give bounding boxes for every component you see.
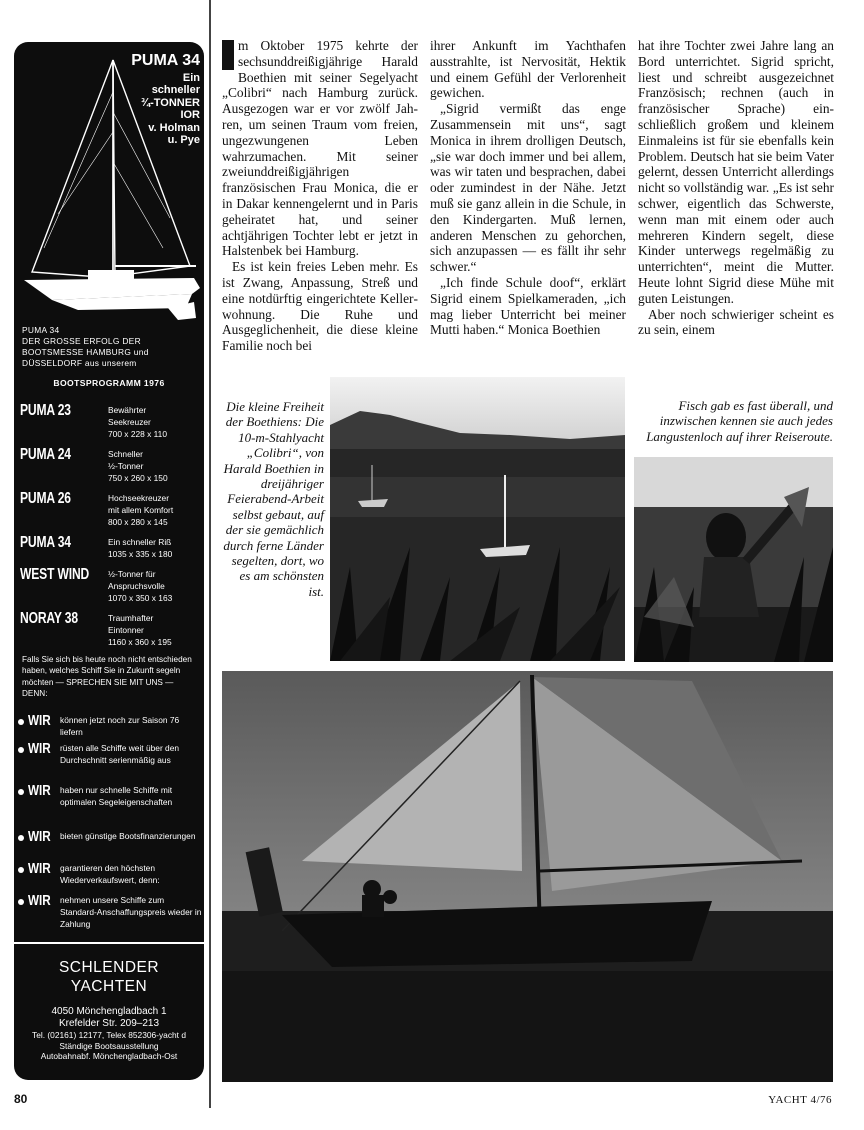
bullet-icon — [18, 899, 24, 905]
column-divider — [209, 0, 211, 1108]
wir-item: WIR nehmen unsere Schiffe zum Standard-Anschaffungspreis wieder in Zahlung — [18, 892, 202, 926]
ad-call-to-action: Falls Sie sich bis heute noch nicht entschieden haben, welches Schiff Sie in Zukunft segeln möchten — SPRECHEN SIE MIT UNS — DENN: — [22, 655, 192, 699]
article-column-1: m Oktober 1975 kehrte der sechsunddreißigjährige Harald Boethien mit seiner Segelyacht „Colibri“ nach Hamburg zurück. Ausgezogen war er vor zwölf Jahren, um seinen Traum vom freien, ungezwungenen Leben wahrzumachen. Mit seiner zweiunddreißigjährigen französischen Frau Monica, die er in Dakar kennengelernt und in Paris geheiratet hat, und seiner achtjährigen Tochter lebt er jetzt in Halstenbek bei Hamburg. Es ist kein freies Leben mehr. Es ist Zwang, Anpassung, Streß und eine notdürftig eingerichtete Kellerwohnung. Die Ruhe und Ausgeglichenheit, die diese kleine Familie noch bei — [222, 38, 418, 354]
wir-item: WIR haben nur schnelle Schiffe mit optimalen Segeleigenschaften — [18, 782, 202, 816]
page-number: 80 — [14, 1092, 28, 1106]
dealer-contact: Tel. (02161) 12177, Telex 852306-yacht d Ständige Bootsausstellung Autobahnabf. Mönchengladbach-Ost — [32, 1030, 186, 1062]
photo-yacht-under-sail — [222, 671, 833, 1082]
model-west-wind: WEST WIND ½-Tonner für Anspruchsvolle 1070 x 350 x 163 — [20, 566, 173, 604]
puma-advertisement — [14, 42, 204, 1080]
magazine-issue: YACHT 4/76 — [768, 1094, 832, 1106]
bullet-icon — [18, 835, 24, 841]
ad-title-subtitle: Ein schneller ¾-TONNER IOR v. Holman u. Pye — [140, 72, 200, 147]
photo-caption-colibri: Die kleine Freiheit der Boethiens: Die 10-m-Stahlyacht „Colibri“, von Harald Boethien in dreijähriger Feierabend-Arbeit selbst gebaut, auf der sie gemächlich durch ferne Länder segelten, dort, wo es am schönsten ist. — [223, 399, 324, 599]
model-puma-34: PUMA 34 Ein schneller Riß 1035 x 335 x 180 — [20, 534, 173, 560]
bullet-icon — [18, 789, 24, 795]
program-heading: BOOTSPROGRAMM 1976 — [53, 378, 165, 388]
photo-caption-fish: Fisch gab es fast überall, und inzwischen kennen sie auch jedes Langustenloch auf ihrer Reiseroute. — [646, 398, 833, 444]
model-puma-24: PUMA 24 Schneller ½-Tonner 750 x 260 x 150 — [20, 446, 168, 484]
model-puma-23: PUMA 23 Bewährter Seekreuzer 700 x 228 x 110 — [20, 402, 167, 440]
photo-yacht-at-anchor — [330, 377, 625, 661]
bullet-icon — [18, 747, 24, 753]
ad-intro: PUMA 34 DER GROSSE ERFOLG DER BOOTSMESSE HAMBURG und DÜSSELDORF aus unserem — [22, 325, 149, 368]
model-puma-26: PUMA 26 Hochseekreuzer mit allem Komfort 800 x 280 x 145 — [20, 490, 174, 528]
article-column-3: hat ihre Tochter zwei Jahre lang an Bord unterrichtet. Sigrid spricht, liest und schreibt ausgezeichnet Französisch; rechnen (auch in französischer Sprache) einschließlich großem und kleinem Einmaleins ist für sie ebenfalls kein Problem. Deutsch hat sie beim Vater gelernt, dessen Unterricht allerdings nicht so vollständig war. „Es ist sehr schwer, eigentlich das Schwerste, wenn man mit einem oder auch mehreren Kindern segelt, diese Kinder unterwegs regelmäßig zu unterrichten“, meint die Mutter. Heute lohnt Sigrid diese Mühe mit guten Leistungen. Aber noch schwieriger scheint es zu sein, einem — [638, 38, 834, 338]
model-noray-38: NORAY 38 Traumhafter Eintonner 1160 x 360 x 195 — [20, 610, 172, 648]
wir-item: WIR können jetzt noch zur Saison 76 liefern — [18, 712, 202, 746]
dealer-address: 4050 Mönchengladbach 1 Krefelder Str. 209–213 — [51, 1006, 167, 1029]
ad-title: PUMA 34 — [131, 52, 200, 69]
bullet-icon — [18, 867, 24, 873]
bullet-icon — [18, 719, 24, 725]
wir-item: WIR bieten günstige Bootsfinanzierungen — [18, 828, 202, 862]
dealer-name: SCHLENDER YACHTEN — [58, 959, 160, 995]
article-column-2: ihrer Ankunft im Yachthafen ausstrahlte, ist Nervosität, Hektik und einem Gefühl der Verlorenheit gewichen. „Sigrid vermißt das enge Zusammensein mit uns“, sagt Monica in ihrem drolligen Deutsch, „sie war doch immer und bei allem, was wir taten und besprachen, dabei oder zumindest in der Nähe. Jetzt muß sie ganz allein in die Schule, in den Kindergarten. Muß lernen, anderen Menschen zu gehorchen, sich anzupassen — es fällt ihr sehr schwer.“ „Ich finde Schule doof“, erklärt Sigrid einem Spielkameraden, „ich mag lieber Unterricht bei meiner Mutti haben.“ Monica Boethien — [430, 38, 626, 338]
wir-item: WIR rüsten alle Schiffe weit über den Durchschnitt serienmäßig aus — [18, 740, 202, 774]
wir-item: WIR garantieren den höchsten Wiederverkaufswert, denn: — [18, 860, 202, 894]
photo-girl-with-fish — [634, 457, 833, 662]
dealer-info — [14, 942, 204, 1062]
dropcap-i — [222, 40, 234, 70]
